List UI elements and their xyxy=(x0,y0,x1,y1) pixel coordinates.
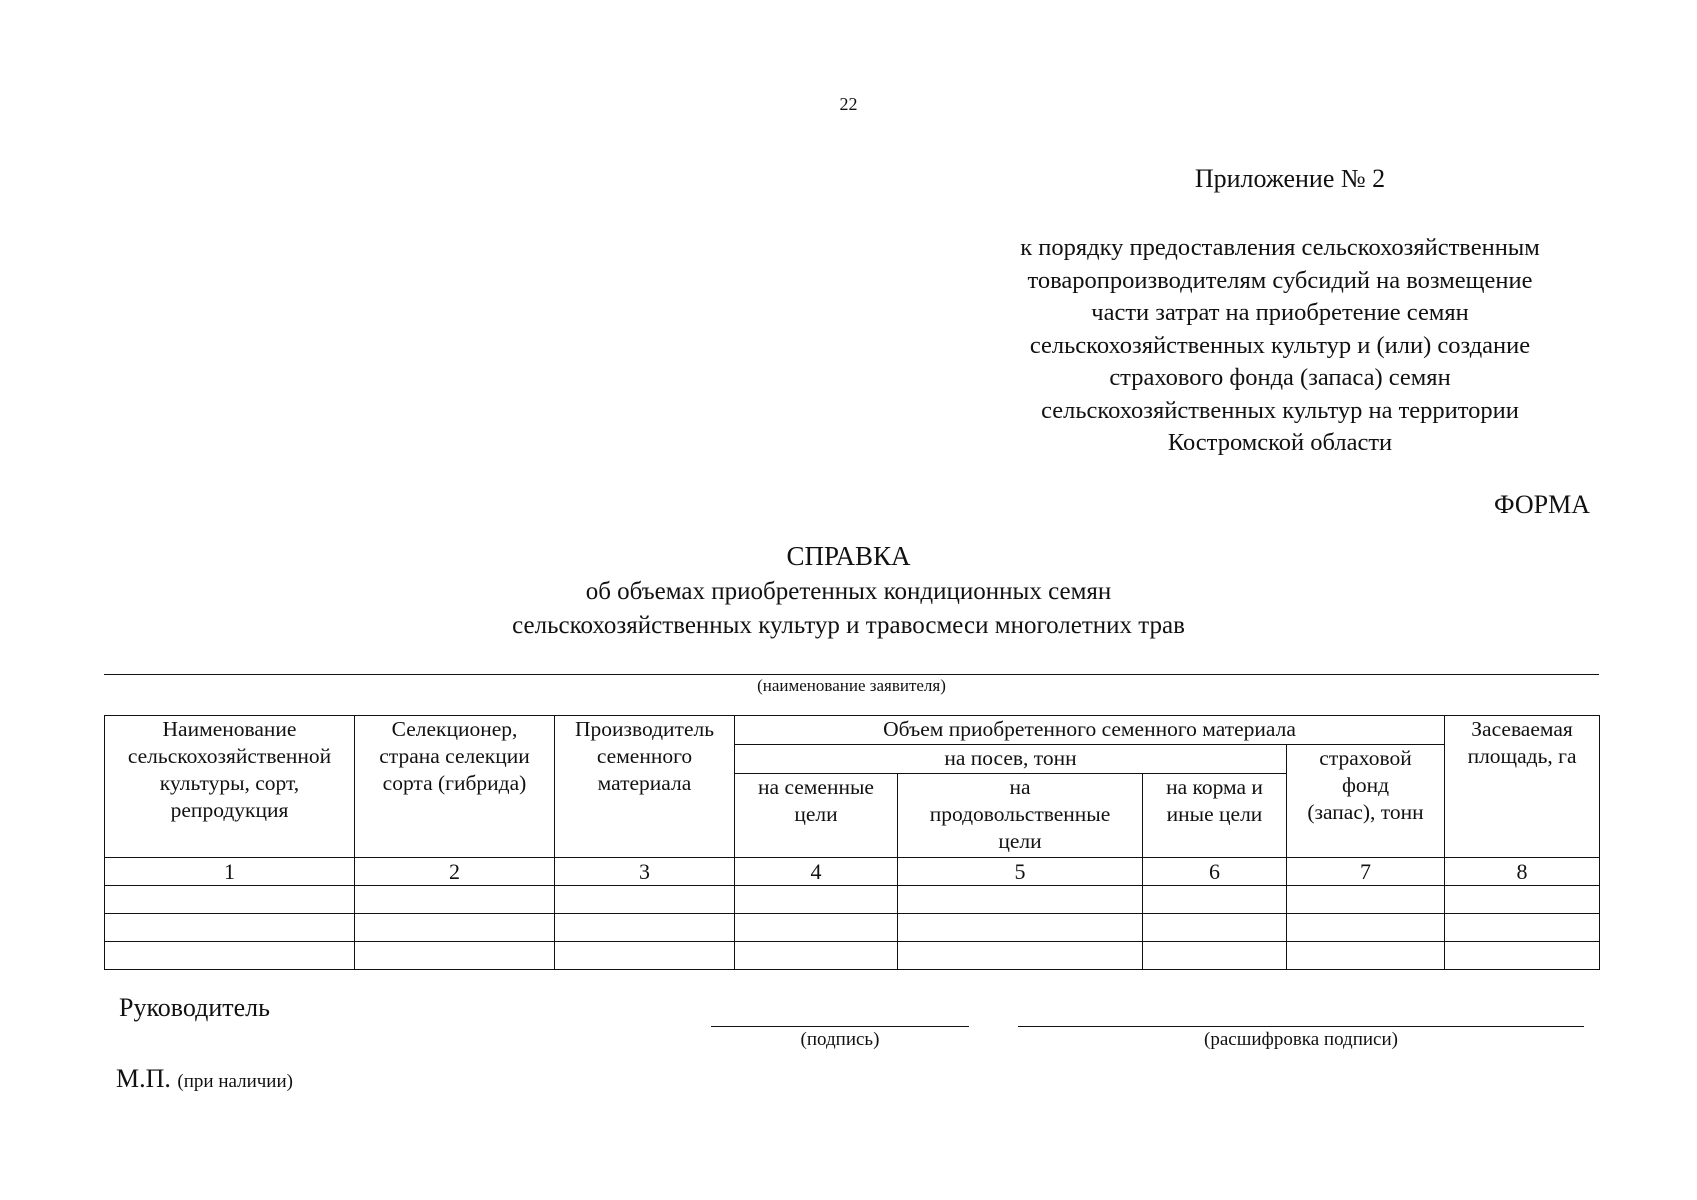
header-breeder xyxy=(355,716,555,858)
appendix-subtitle-line: к порядку предоставления сельскохозяйственным xyxy=(1020,234,1540,261)
column-number: 8 xyxy=(1445,858,1600,886)
header-line: цели xyxy=(998,829,1042,853)
header-line: Наименование xyxy=(162,717,297,741)
table-cell[interactable] xyxy=(355,886,555,914)
table-cell[interactable] xyxy=(898,914,1143,942)
header-volume-group: Объем приобретенного семенного материала xyxy=(735,716,1445,745)
form-label: ФОРМА xyxy=(1494,490,1590,519)
stamp-note: (при наличии) xyxy=(177,1071,293,1092)
header-line: площадь, га xyxy=(1467,744,1577,768)
header-seed-purposes xyxy=(735,774,898,858)
column-number: 6 xyxy=(1143,858,1287,886)
stamp-abbreviation: М.П. xyxy=(116,1064,171,1093)
table-cell[interactable] xyxy=(105,886,355,914)
table-cell[interactable] xyxy=(1445,942,1600,970)
document-title: СПРАВКА xyxy=(786,541,911,571)
document-subtitle-line: об объемах приобретенных кондиционных семян xyxy=(585,578,1112,605)
header-producer xyxy=(555,716,735,858)
header-line: Селекционер, xyxy=(391,717,518,741)
signature-caption: (подпись) xyxy=(800,1029,880,1050)
column-number: 5 xyxy=(898,858,1143,886)
head-label: Руководитель xyxy=(119,993,270,1022)
header-line: на корма и xyxy=(1166,775,1263,799)
header-sowing-subgroup: на посев, тонн xyxy=(735,745,1287,774)
table-cell[interactable] xyxy=(1287,914,1445,942)
appendix-subtitle xyxy=(950,232,1610,460)
column-number: 2 xyxy=(355,858,555,886)
header-line: иные цели xyxy=(1166,802,1263,826)
header-line: сельскохозяйственной xyxy=(127,744,332,768)
header-line: культуры, сорт, xyxy=(159,771,300,795)
table-row xyxy=(105,914,1600,942)
table-cell[interactable] xyxy=(735,942,898,970)
header-line: на семенные xyxy=(758,775,874,799)
header-line: страна селекции xyxy=(379,744,530,768)
document-subtitle-line: сельскохозяйственных культур и травосмеси многолетних трав xyxy=(512,612,1185,639)
header-line: Производитель xyxy=(574,717,715,741)
appendix-subtitle-line: Костромской области xyxy=(1167,429,1393,456)
seed-volume-table xyxy=(104,715,1600,970)
table-cell[interactable] xyxy=(355,942,555,970)
column-number: 3 xyxy=(555,858,735,886)
table-cell[interactable] xyxy=(105,914,355,942)
table-cell[interactable] xyxy=(898,886,1143,914)
header-line: страховой xyxy=(1319,746,1412,770)
header-line: (запас), тонн xyxy=(1307,800,1424,824)
stamp-label xyxy=(116,1064,293,1094)
document-subtitle xyxy=(0,575,1697,643)
header-insurance-fund xyxy=(1287,745,1445,858)
header-food-purposes xyxy=(898,774,1143,858)
table-row xyxy=(105,886,1600,914)
table-cell[interactable] xyxy=(1287,942,1445,970)
header-line: цели xyxy=(794,802,838,826)
table-cell[interactable] xyxy=(898,942,1143,970)
appendix-subtitle-line: сельскохозяйственных культур и (или) создание xyxy=(1029,331,1531,359)
signature-line[interactable] xyxy=(711,1026,969,1027)
table-cell[interactable] xyxy=(1143,914,1287,942)
signature-decode-caption: (расшифровка подписи) xyxy=(1204,1029,1398,1050)
table-cell[interactable] xyxy=(1287,886,1445,914)
table-cell[interactable] xyxy=(1143,942,1287,970)
header-line: сорта (гибрида) xyxy=(382,771,527,795)
table-cell[interactable] xyxy=(1143,886,1287,914)
table-cell[interactable] xyxy=(555,914,735,942)
header-line: репродукция xyxy=(170,798,289,822)
header-sown-area xyxy=(1445,716,1600,858)
table-cell[interactable] xyxy=(105,942,355,970)
table-cell[interactable] xyxy=(1445,886,1600,914)
appendix-subtitle-line: страхового фонда (запаса) семян xyxy=(1109,364,1451,391)
header-line: материала xyxy=(597,771,692,795)
appendix-title: Приложение № 2 xyxy=(1194,164,1386,193)
header-line: Засеваемая xyxy=(1471,717,1573,741)
column-number: 4 xyxy=(735,858,898,886)
applicant-name-line[interactable] xyxy=(104,674,1599,675)
header-crop-name xyxy=(105,716,355,858)
header-line: семенного xyxy=(596,744,693,768)
signature-decode-line[interactable] xyxy=(1018,1026,1584,1027)
column-number: 1 xyxy=(105,858,355,886)
table-cell[interactable] xyxy=(355,914,555,942)
header-feed-purposes xyxy=(1143,774,1287,858)
column-number: 7 xyxy=(1287,858,1445,886)
appendix-subtitle-line: сельскохозяйственных культур на территории xyxy=(1041,396,1519,424)
table-cell[interactable] xyxy=(735,886,898,914)
table-row xyxy=(105,942,1600,970)
header-line: фонд xyxy=(1341,773,1390,797)
table-cell[interactable] xyxy=(1445,914,1600,942)
applicant-caption: (наименование заявителя) xyxy=(757,676,946,695)
appendix-subtitle-line: товаропроизводителям субсидий на возмещение xyxy=(1027,266,1533,294)
table-cell[interactable] xyxy=(555,886,735,914)
appendix-subtitle-line: части затрат на приобретение семян xyxy=(1091,299,1469,326)
header-line: на xyxy=(1009,775,1031,799)
page-number: 22 xyxy=(839,94,858,114)
header-line: продовольственные xyxy=(929,802,1111,826)
table-cell[interactable] xyxy=(735,914,898,942)
table-cell[interactable] xyxy=(555,942,735,970)
